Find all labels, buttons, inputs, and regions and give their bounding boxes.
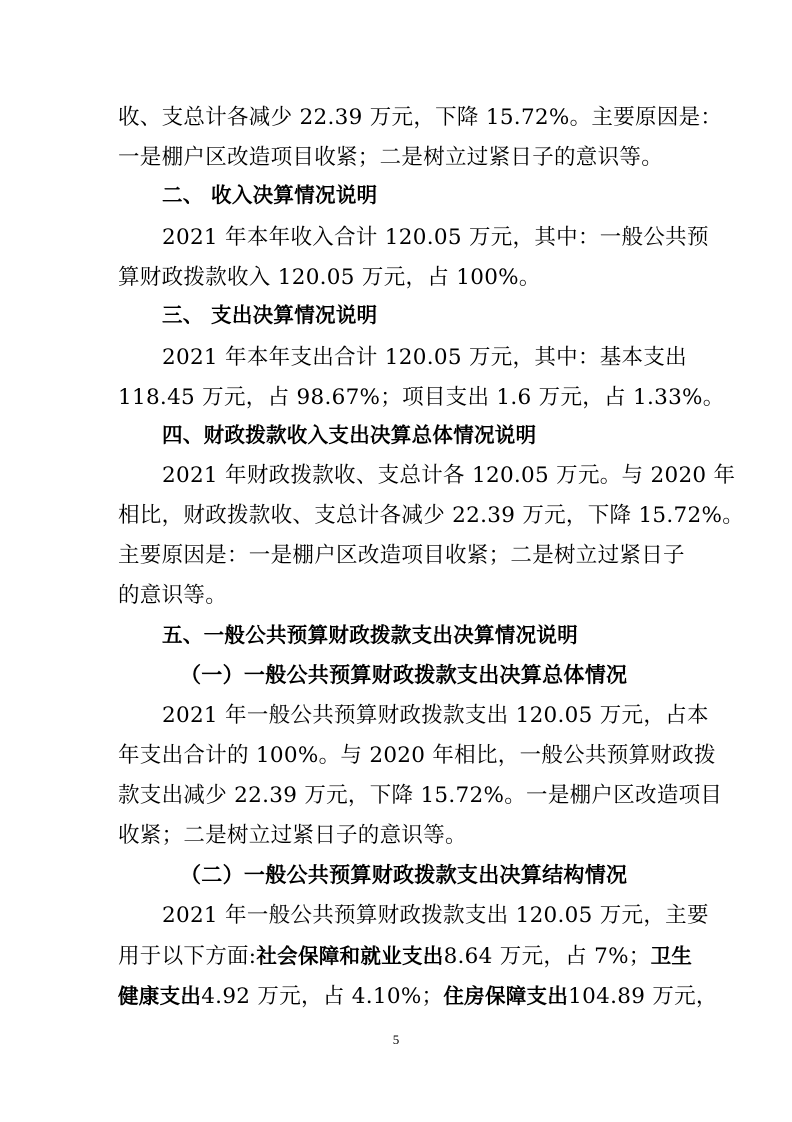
paragraph-line: 收、支总计各减少 22.39 万元，下降 15.72%。主要原因是： <box>118 105 723 130</box>
bold-term: 住房保障支出 <box>443 984 569 1008</box>
text-segment: 用于以下方面: <box>118 944 257 969</box>
paragraph-line: 年支出合计的 100%。与 2020 年相比，一般公共预算财政拨 <box>118 743 716 768</box>
paragraph-line: 收紧；二是树立过紧日子的意识等。 <box>118 823 467 848</box>
section-heading: 二、 收入决算情况说明 <box>162 183 378 207</box>
paragraph-line: 2021 年本年收入合计 120.05 万元，其中：一般公共预 <box>162 225 709 250</box>
section-heading: 三、 支出决算情况说明 <box>162 303 378 327</box>
paragraph-line: 2021 年一般公共预算财政拨款支出 120.05 万元，占本 <box>162 703 709 728</box>
subsection-heading: （一）一般公共预算财政拨款支出决算总体情况 <box>180 662 628 687</box>
page-number: 5 <box>392 1032 400 1047</box>
paragraph-line-mixed <box>118 936 693 976</box>
paragraph-line: 一是棚户区改造项目收紧；二是树立过紧日子的意识等。 <box>118 145 664 170</box>
paragraph-line: 算财政拨款收入 120.05 万元，占 100%。 <box>118 265 541 290</box>
paragraph-line: 2021 年一般公共预算财政拨款支出 120.05 万元，主要 <box>162 903 709 928</box>
bold-term: 社会保障和就业支出 <box>256 944 444 968</box>
section-heading: 四、财政拨款收入支出决算总体情况说明 <box>162 423 537 447</box>
paragraph-line: 2021 年财政拨款收、支总计各 120.05 万元。与 2020 年 <box>162 463 736 488</box>
paragraph-line: 2021 年本年支出合计 120.05 万元，其中：基本支出 <box>162 345 687 370</box>
paragraph-line: 主要原因是：一是棚户区改造项目收紧；二是树立过紧日子 <box>118 543 685 568</box>
text-segment: 104.89 万元， <box>568 984 718 1009</box>
bold-term: 卫生 <box>650 944 693 968</box>
subsection-heading: （二）一般公共预算财政拨款支出决算结构情况 <box>180 862 628 887</box>
text-segment: 8.64 万元，占 7%； <box>443 944 651 969</box>
section-heading: 五、一般公共预算财政拨款支出决算情况说明 <box>162 623 578 647</box>
paragraph-line: 相比，财政拨款收、支总计各减少 22.39 万元，下降 15.72%。 <box>118 503 745 528</box>
paragraph-line: 的意识等。 <box>118 583 228 608</box>
bold-term: 健康支出 <box>118 984 202 1008</box>
paragraph-line: 118.45 万元，占 98.67%；项目支出 1.6 万元，占 1.33%。 <box>118 385 725 410</box>
paragraph-line-mixed <box>118 976 718 1016</box>
text-segment: 4.92 万元，占 4.10%； <box>201 984 444 1009</box>
paragraph-line: 款支出减少 22.39 万元，下降 15.72%。一是棚户区改造项目 <box>118 783 723 808</box>
